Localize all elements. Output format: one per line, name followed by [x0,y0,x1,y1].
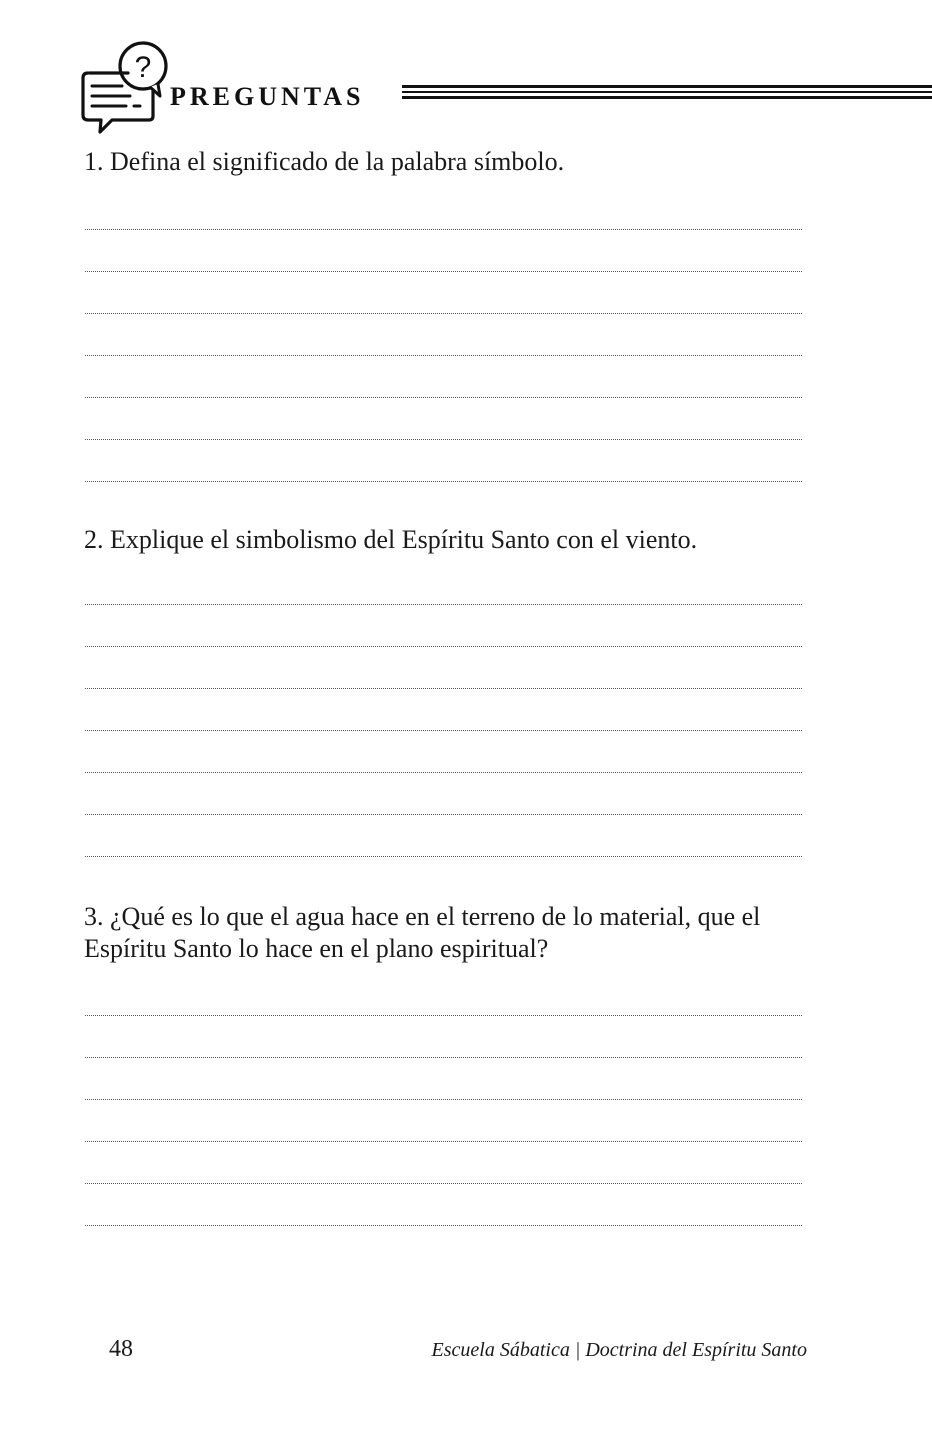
answer-line[interactable] [85,1184,802,1226]
answer-lines-3[interactable] [85,974,802,1226]
svg-text:?: ? [134,51,152,84]
answer-line[interactable] [85,815,802,857]
answer-line[interactable] [85,188,802,230]
answer-lines-2[interactable] [85,563,802,857]
answer-line[interactable] [85,1016,802,1058]
chat-question-icon [78,40,178,135]
answer-line[interactable] [85,1058,802,1100]
answer-line[interactable] [85,689,802,731]
header-rule [402,85,932,101]
question-2: 2. Explique el simbolismo del Espíritu Santo con el viento. [84,525,698,554]
answer-line[interactable] [85,314,802,356]
answer-line[interactable] [85,230,802,272]
answer-line[interactable] [85,773,802,815]
page-number: 48 [109,1336,133,1362]
answer-lines-1[interactable] [85,188,802,482]
section-header [78,40,932,135]
answer-line[interactable] [85,1142,802,1184]
answer-line[interactable] [85,605,802,647]
answer-line[interactable] [85,272,802,314]
answer-line[interactable] [85,440,802,482]
answer-line[interactable] [85,731,802,773]
answer-line[interactable] [85,398,802,440]
question-3: 3. ¿Qué es lo que el agua hace en el terreno de lo material, que el Espíritu Santo lo hace en el plano espiritual? [84,902,761,963]
running-footer: Escuela Sábatica | Doctrina del Espíritu Santo [431,1339,807,1361]
section-title: PREGUNTAS [170,82,365,111]
answer-line[interactable] [85,563,802,605]
answer-line[interactable] [85,1100,802,1142]
answer-line[interactable] [85,974,802,1016]
answer-line[interactable] [85,356,802,398]
question-1: 1. Defina el significado de la palabra símbolo. [84,147,565,176]
answer-line[interactable] [85,647,802,689]
